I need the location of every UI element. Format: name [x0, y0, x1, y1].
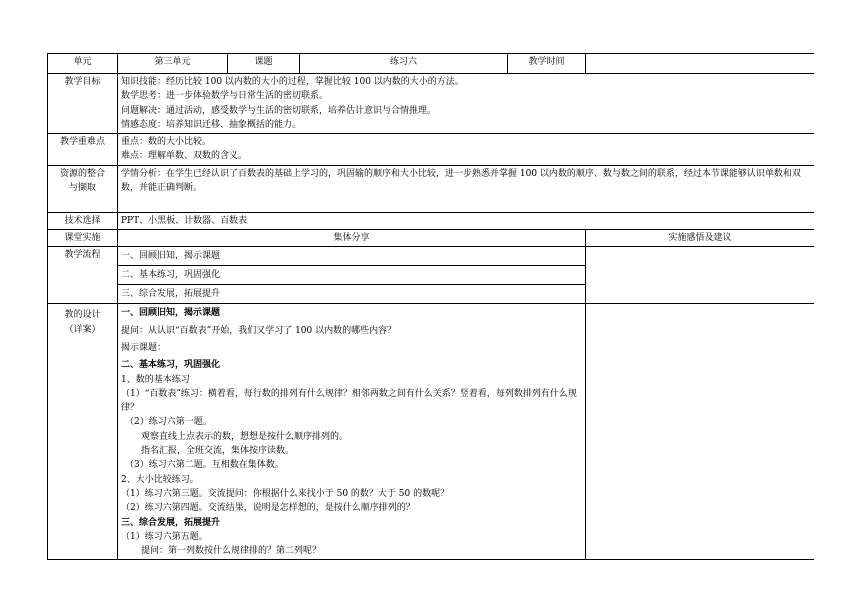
keypoints-label: 教学重难点 [48, 134, 118, 166]
goal-thinking: 数学思考：进一步体验数学与日常生活的密切联系。 [121, 91, 329, 102]
resources-label-line2: 与撷取 [68, 183, 96, 194]
keypoint-focus: 重点：数的大小比较。 [121, 137, 212, 148]
goal-problem-solving: 问题解决：通过活动，感受数学与生活的密切联系，培养估计意识与合情推理。 [121, 105, 437, 116]
section-1-reveal: 揭示课题： [121, 342, 167, 353]
goal-attitude: 情感态度：培养知识迁移、抽象概括的能力。 [121, 119, 302, 130]
goals-row [48, 74, 815, 134]
flow-feedback [586, 247, 815, 304]
section-3-item-1-question: 提问：第一列数按什么规律排的？第二列呢？ [141, 546, 322, 557]
shared-label: 集体分享 [118, 230, 586, 247]
keypoints-row [48, 134, 815, 166]
section-2-item-1b: （2）练习六第一题。 [125, 417, 212, 428]
section-2-item-2: 2、大小比较练习。 [121, 474, 199, 485]
implementation-row [48, 230, 815, 247]
feedback-label: 实施感悟及建议 [586, 230, 815, 247]
design-row [48, 304, 815, 560]
section-2-title: 二、基本练习，巩固强化 [121, 360, 221, 371]
resources-content: 学情分析：在学生已经认识了百数表的基础上学习的，巩固输的顺序和大小比较，进一步熟悉并掌握 100 以内数的顺序、数与数之间的联系，经过本节课能够认识单数和双数，并能正确判断。 [118, 165, 815, 212]
lesson-plan-document [47, 53, 814, 608]
header-row [48, 54, 815, 74]
section-3-item-1: （1）练习六第五题。 [121, 531, 208, 542]
resources-label-line1: 资源的整合 [59, 168, 105, 179]
resources-label [48, 165, 118, 212]
section-2-item-1c: （3）练习六第二题。互相数在集体数。 [125, 460, 284, 471]
flow-row [48, 247, 815, 304]
flow-label: 教学流程 [48, 247, 118, 304]
section-2-item-1a: （1）“百数表”练习：横着看，每行数的排列有什么规律？相邻两数之间有什么关系？竖着看，每列数排列有什么规律？ [121, 388, 577, 414]
goals-content [118, 74, 815, 134]
tech-label: 技术选择 [48, 212, 118, 229]
design-label-line2: （详案） [64, 324, 101, 335]
keypoint-difficulty: 难点：理解单数、双数的含义。 [121, 151, 248, 162]
section-2-item-2b: （2）练习六第四题。交流结果，说明是怎样想的，是按什么顺序排列的？ [121, 503, 415, 514]
flow-steps [118, 247, 586, 304]
section-1-question: 提问：从认识“百数表”开始，我们又学习了 100 以内数的哪些内容？ [121, 325, 397, 336]
flow-step-3: 三、综合发展，拓展提升 [121, 289, 221, 300]
section-1-title: 一、回顾旧知，揭示课题 [121, 308, 221, 319]
implementation-label: 课堂实施 [48, 230, 118, 247]
time-label: 教学时间 [508, 54, 586, 74]
section-2-item-1: 1、数的基本练习 [121, 374, 190, 385]
goal-knowledge: 知识技能：经历比较 100 以内数的大小的过程，掌握比较 100 以内数的大小的方法。 [121, 77, 464, 87]
section-3-title: 三、综合发展，拓展提升 [121, 517, 221, 528]
flow-step-1: 一、回顾旧知，揭示课题 [118, 247, 585, 266]
flow-step-2: 二、基本练习，巩固强化 [118, 266, 585, 285]
section-2-item-1b-observe: 观察直线上点表示的数，想想是按什么顺序排列的。 [141, 431, 349, 442]
section-2-item-1b-report: 指名汇报，全班交流，集体按序读数。 [141, 446, 295, 457]
design-label [48, 304, 118, 560]
section-2-item-2a: （1）练习六第三题。交流提问：你根据什么来找小于 50 的数？大于 50 的数呢？ [121, 488, 450, 499]
unit-label: 单元 [48, 54, 118, 74]
tech-value: PPT、小黑板、计数器、百数表 [118, 212, 815, 229]
resources-row [48, 165, 815, 212]
tech-row [48, 212, 815, 229]
keypoints-content [118, 134, 815, 166]
topic-label: 课题 [228, 54, 300, 74]
lesson-plan-table [47, 53, 814, 560]
unit-value: 第三单元 [118, 54, 228, 74]
topic-value: 练习六 [300, 54, 508, 74]
goals-label: 教学目标 [48, 74, 118, 134]
design-feedback [586, 304, 815, 560]
time-value [586, 54, 815, 74]
design-label-line1: 教的设计 [64, 310, 101, 321]
design-content [118, 304, 586, 560]
